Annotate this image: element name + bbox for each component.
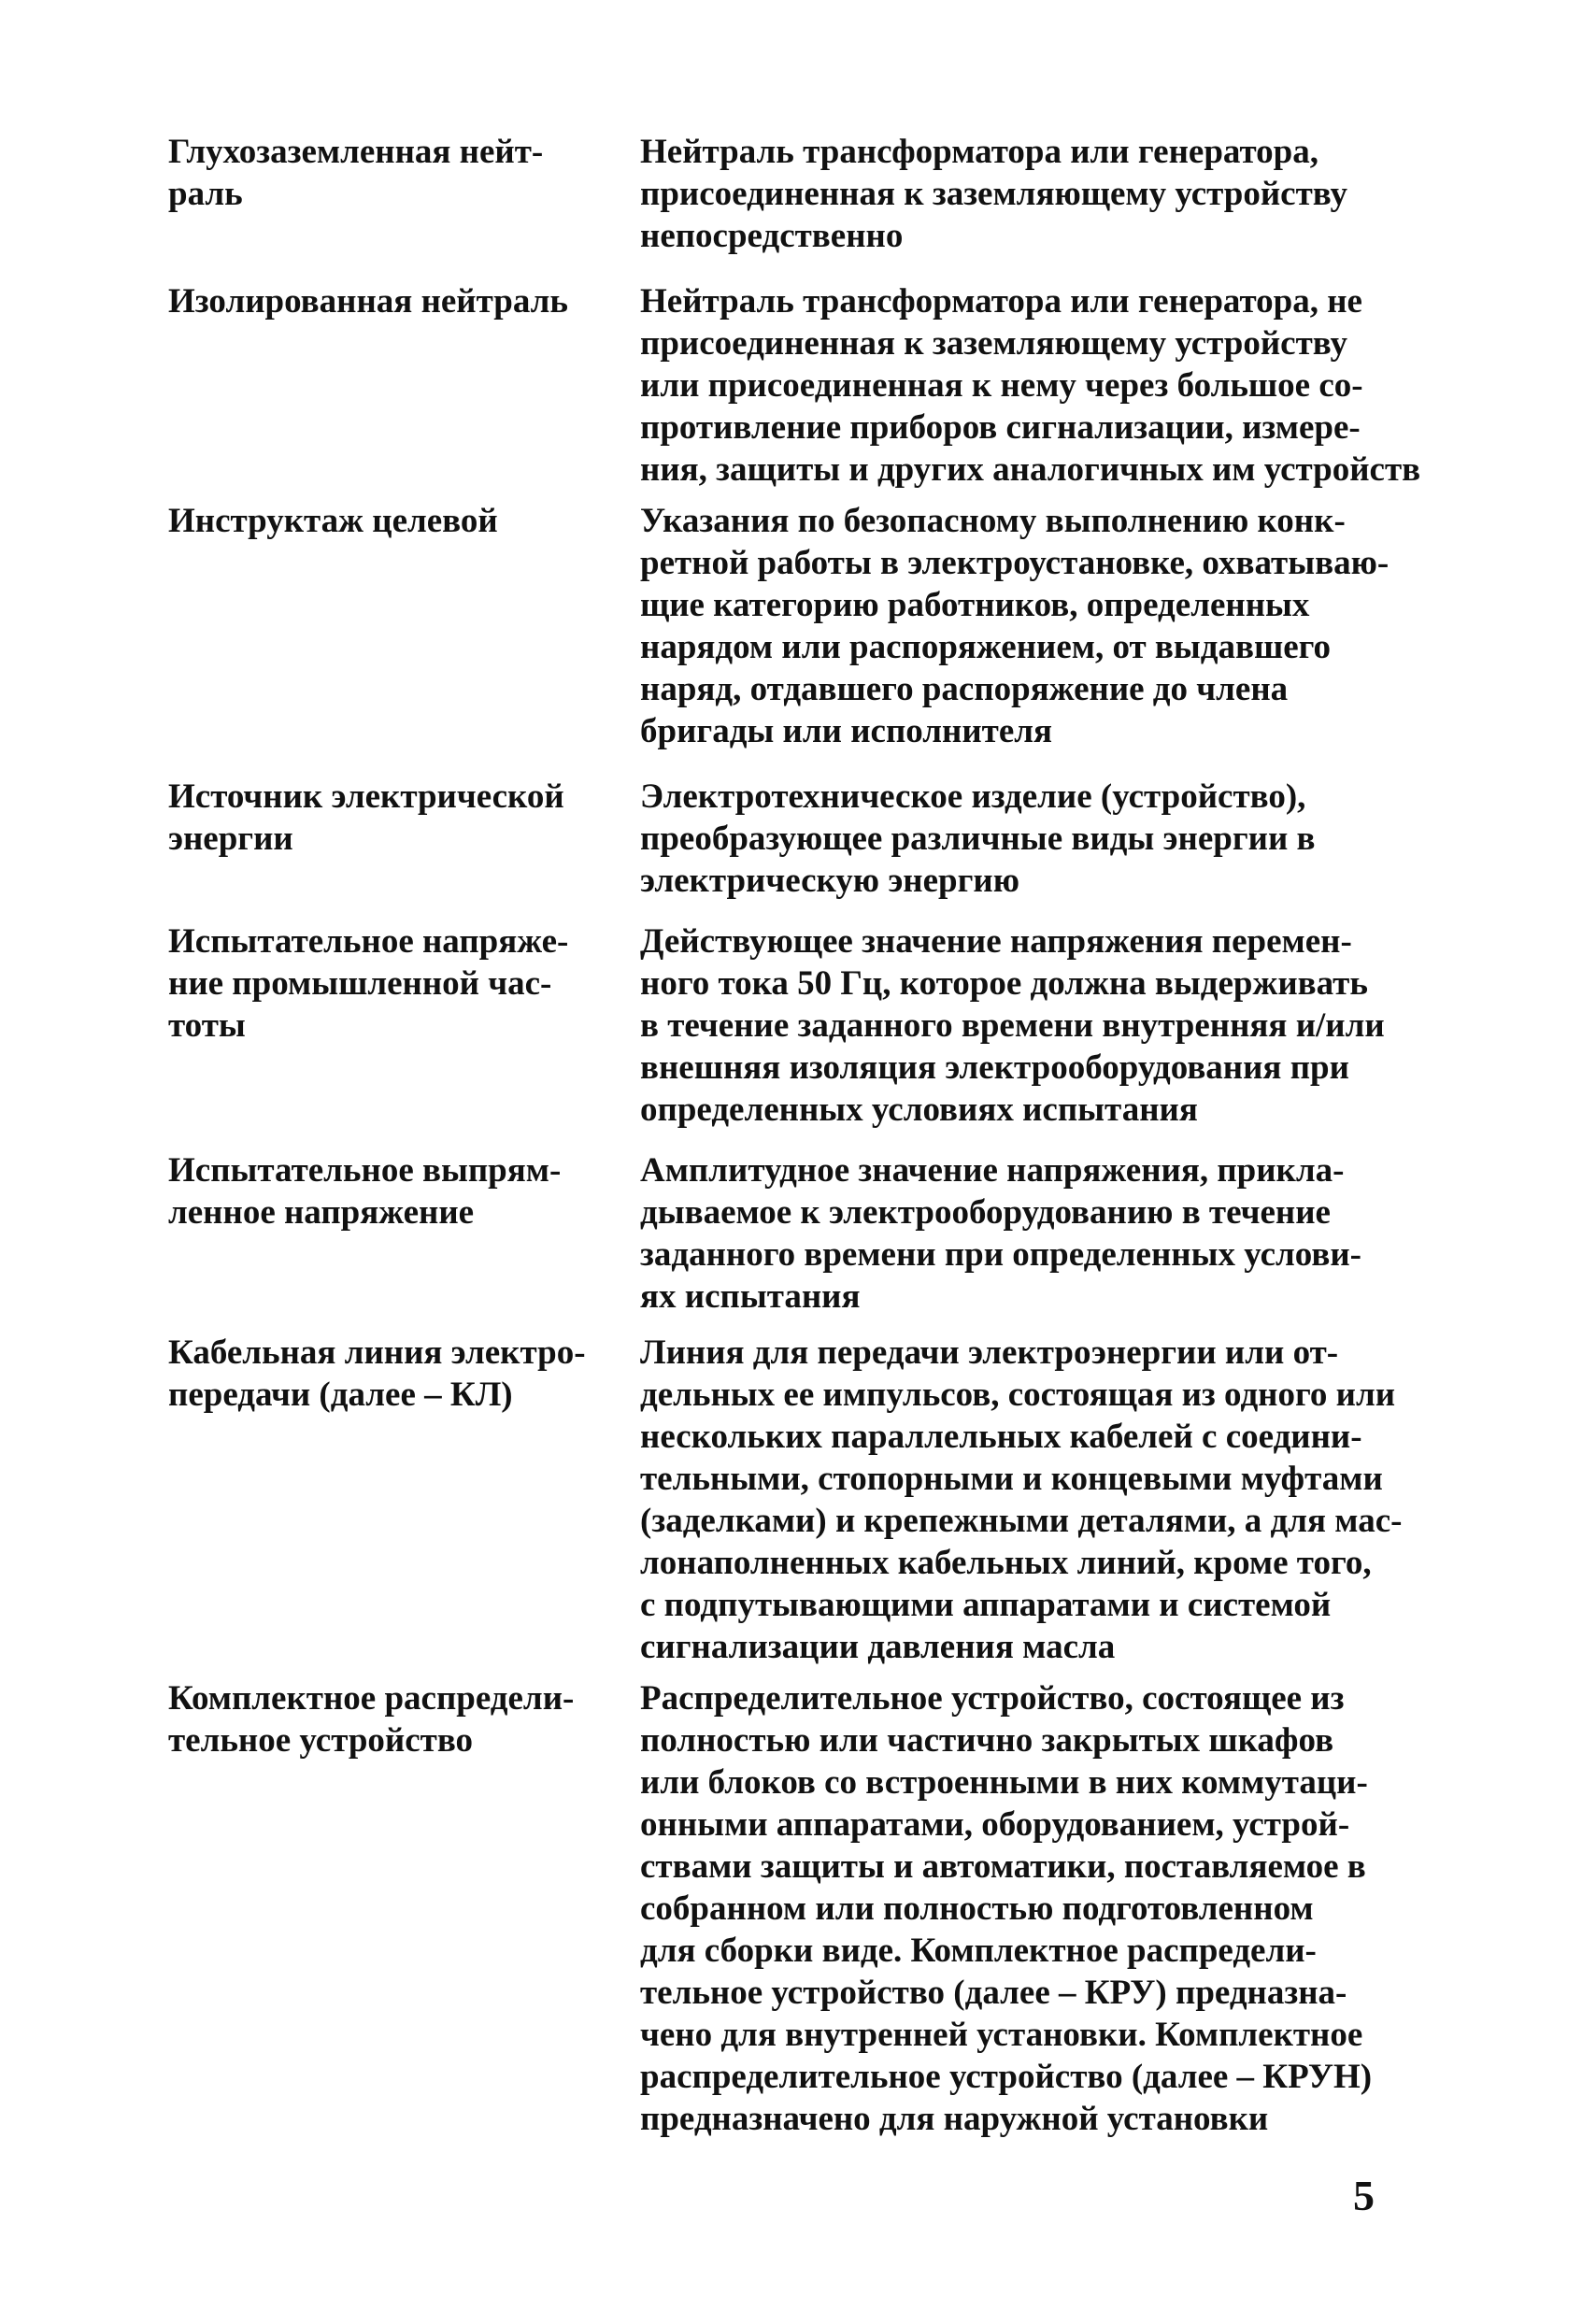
definition-line: распределительное устройство (далее – КРУН) (640, 2058, 1373, 2096)
glossary-definition (640, 920, 1383, 1131)
term-line: тоты (168, 1006, 246, 1045)
definition-line: заданного времени при определенных услови- (640, 1235, 1361, 1274)
term-line: Изолированная нейтраль (168, 282, 568, 321)
definition-line: наряд, отдавшего распоряжение до члена (640, 670, 1289, 708)
definition-line: сигнализации давления масла (640, 1628, 1116, 1666)
term-line: Испытательное выпрям- (168, 1151, 562, 1190)
definition-line: ях испытания (640, 1277, 861, 1316)
definition-line: Указания по безопасному выполнению конк- (640, 502, 1346, 540)
definition-line: полностью или частично закрытых шкафов (640, 1721, 1334, 1760)
definition-line: предназначено для наружной установки (640, 2100, 1269, 2138)
glossary-term (168, 1332, 589, 1416)
definition-line: или блоков со встроенными в них коммутаци- (640, 1763, 1368, 1802)
definition-line: Нейтраль трансформатора или генератора, не (640, 282, 1362, 321)
term-line: раль (168, 175, 243, 213)
definition-line: бригады или исполнителя (640, 712, 1053, 750)
glossary-term (168, 500, 589, 542)
term-line: ленное напряжение (168, 1193, 475, 1232)
definition-line: нарядом или распоряжением, от выдавшего (640, 628, 1332, 666)
definition-line: внешняя изоляция электрооборудования при (640, 1048, 1349, 1087)
definition-line: (заделками) и крепежными деталями, а для мас- (640, 1502, 1403, 1540)
term-line: Комплектное распредели- (168, 1679, 575, 1718)
definition-line: ного тока 50 Гц, которое должна выдерживать (640, 964, 1368, 1003)
definition-line: нескольких параллельных кабелей с соедини- (640, 1418, 1362, 1456)
glossary-term (168, 776, 589, 860)
term-line: Глухозаземленная нейт- (168, 133, 544, 171)
definition-line: присоединенная к заземляющему устройству (640, 324, 1347, 363)
glossary-term (168, 280, 589, 322)
term-line: Кабельная линия электро- (168, 1333, 586, 1372)
definition-line: с подпутывающими аппаратами и системой (640, 1586, 1332, 1624)
term-line: Инструктаж целевой (168, 502, 498, 540)
definition-line: противление приборов сигнализации, измере- (640, 408, 1361, 447)
glossary-definition (640, 1149, 1383, 1318)
glossary-term (168, 920, 589, 1047)
definition-line: тельными, стопорными и концевыми муфтами (640, 1460, 1383, 1498)
definition-line: определенных условиях испытания (640, 1091, 1198, 1129)
definition-line: ретной работы в электроустановке, охватываю- (640, 544, 1390, 582)
definition-line: Электротехническое изделие (устройство), (640, 777, 1306, 816)
definition-line: Действующее значение напряжения перемен- (640, 922, 1352, 961)
glossary-definition (640, 1677, 1383, 2140)
definition-line: щие категорию работников, определенных (640, 586, 1310, 624)
definition-line: Амплитудное значение напряжения, прикла- (640, 1151, 1345, 1190)
definition-line: Нейтраль трансформатора или генератора, (640, 133, 1318, 171)
definition-line: ствами защиты и автоматики, поставляемое в (640, 1847, 1366, 1886)
definition-line: электрическую энергию (640, 862, 1020, 900)
definition-line: дельных ее импульсов, состоящая из одного или (640, 1376, 1396, 1414)
definition-line: ния, защиты и других аналогичных им устройств (640, 450, 1421, 489)
glossary-definition (640, 131, 1383, 257)
glossary-term (168, 1677, 589, 1761)
term-line: ние промышленной час- (168, 964, 552, 1003)
definition-line: дываемое к электрооборудованию в течение (640, 1193, 1331, 1232)
glossary-definition (640, 1332, 1403, 1668)
term-line: Источник электрической (168, 777, 564, 816)
definition-line: онными аппаратами, оборудованием, устрой- (640, 1805, 1350, 1844)
glossary-definition (640, 280, 1421, 491)
term-line: энергии (168, 820, 293, 858)
glossary-term (168, 1149, 589, 1233)
definition-line: в течение заданного времени внутренняя и/или (640, 1006, 1385, 1045)
definition-line: преобразующее различные виды энергии в (640, 820, 1316, 858)
definition-line: или присоединенная к нему через большое со- (640, 366, 1363, 405)
definition-line: для сборки виде. Комплектное распредели- (640, 1932, 1317, 1970)
glossary-definition (640, 500, 1390, 752)
definition-line: Линия для передачи электроэнергии или от- (640, 1333, 1339, 1372)
term-line: тельное устройство (168, 1721, 474, 1760)
term-line: Испытательное напряже- (168, 922, 569, 961)
definition-line: тельное устройство (далее – КРУ) предназна- (640, 1974, 1347, 2012)
definition-line: собранном или полностью подготовленном (640, 1889, 1314, 1928)
page-number: 5 (1353, 2172, 1375, 2219)
glossary-term (168, 131, 589, 215)
term-line: передачи (далее – КЛ) (168, 1376, 513, 1414)
definition-line: чено для внутренней установки. Комплектное (640, 2016, 1363, 2054)
definition-line: лонаполненных кабельных линий, кроме того, (640, 1544, 1372, 1582)
definition-line: непосредственно (640, 217, 904, 255)
glossary-definition (640, 776, 1383, 902)
definition-line: присоединенная к заземляющему устройству (640, 175, 1347, 213)
definition-line: Распределительное устройство, состоящее из (640, 1679, 1345, 1718)
